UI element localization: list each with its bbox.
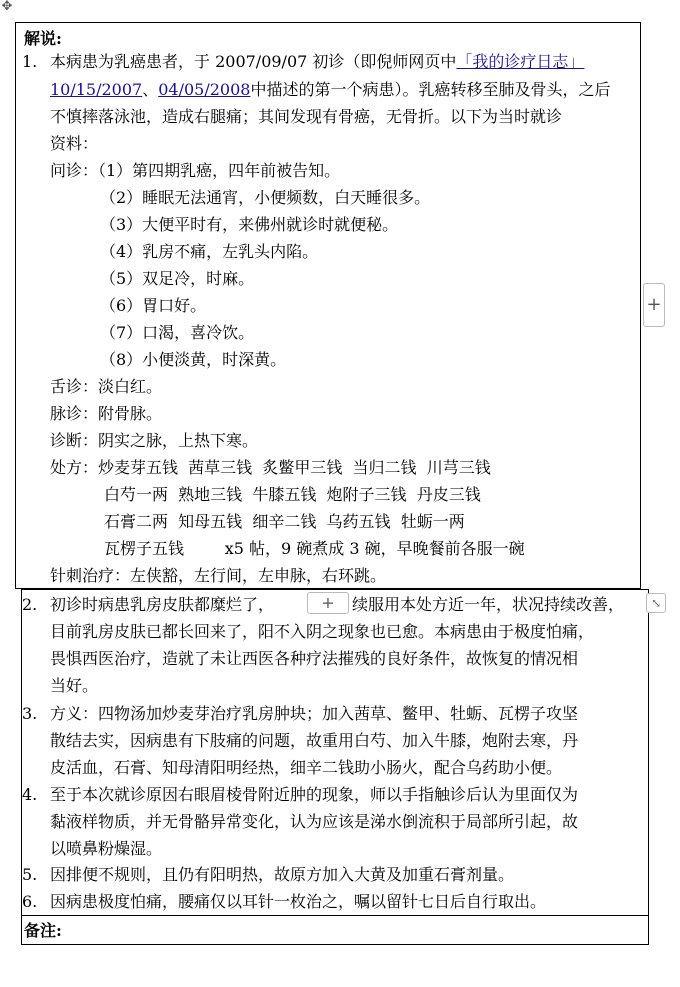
item-3-number: 3. [22, 704, 38, 723]
date-link-2[interactable]: 04/05/2008 [158, 80, 251, 99]
commentary-heading: 解说: [24, 29, 62, 48]
wenzhen-1: 问诊：（1）第四期乳癌，四年前被告知。 [50, 161, 341, 180]
chufang-4: 瓦楞子五钱 x5 帖，9 碗煮成 3 碗，早晚餐前各服一碗 [104, 539, 525, 558]
item-1-line-4: 资料： [50, 134, 99, 153]
item-5-line-1: 因排便不规则，且仍有阳明热，故原方加入大黄及加重石膏剂量。 [50, 865, 515, 884]
remark-heading: 备注: [24, 921, 62, 940]
item-5-number: 5. [22, 865, 38, 884]
row-divider [21, 915, 649, 916]
wenzhen-2: （2）睡眠无法通宵，小便频数，白天睡很多。 [100, 188, 431, 207]
item-2-line-1: 初诊时病患乳房皮肤都糜烂了， [50, 595, 275, 614]
add-column-button[interactable]: + [643, 283, 665, 327]
table-move-icon[interactable]: ✥ [1, 0, 13, 14]
item-4-line-1: 至于本次就诊原因右眼眉棱骨附近肿的现象，师以手指触诊后认为里面仅为 [50, 785, 579, 804]
item-1-line-3: 不慎摔落泳池，造成右腿痛；其间发现有骨癌，无骨折。以下为当时就诊 [50, 107, 563, 126]
item-6-line-1: 因病患极度怕痛，腰痛仅以耳针一枚治之，嘱以留针七日后自行取出。 [50, 892, 547, 911]
wenzhen-4: （4）乳房不痛，左乳头内陷。 [100, 242, 319, 261]
wenzhen-7: （7）口渴，喜冷饮。 [100, 323, 255, 342]
item-3-line-1: 方义：四物汤加炒麦芽治疗乳房肿块；加入茜草、鳖甲、牡蛎、瓦楞子攻坚 [50, 704, 579, 723]
wenzhen-6: （6）胃口好。 [100, 296, 207, 315]
item-1-line-1 [50, 49, 584, 75]
zhenduan: 诊断：阴实之脉，上热下寒。 [50, 431, 259, 450]
item-2-number: 2. [22, 595, 38, 614]
item-2-line-1-tail: 续服用本处方近一年，状况持续改善， [352, 595, 625, 614]
item-2-line-2: 目前乳房皮肤已都长回来了，阳不入阴之现象也已愈。本病患由于极度怕痛， [50, 622, 595, 641]
item-2-line-4: 当好。 [50, 676, 99, 695]
wenzhen-3: （3）大便平时有，来佛州就诊时就便秘。 [100, 215, 399, 234]
wenzhen-8: （8）小便淡黄，时深黄。 [100, 350, 287, 369]
item-6-number: 6. [22, 892, 38, 911]
diary-link[interactable]: 「我的诊疗日志」 [456, 52, 585, 71]
table-resize-icon[interactable]: ⤡ [646, 593, 666, 613]
item-1-number: 1. [22, 52, 38, 71]
chufang-1: 处方：炒麦芽五钱 茜草三钱 炙鳖甲三钱 当归二钱 川芎三钱 [50, 458, 491, 477]
item-1-line-2 [50, 77, 610, 103]
wenzhen-5: （5）双足冷，时麻。 [100, 269, 255, 288]
item-4-line-3: 以喷鼻粉燥湿。 [50, 839, 163, 858]
chufang-3: 石膏二两 知母五钱 细辛二钱 乌药五钱 牡蛎一两 [104, 512, 465, 531]
item-1-line-2-text: 中描述的第一个病患）。乳癌转移至肺及骨头，之后 [250, 80, 611, 99]
item-3-line-2: 散结去实，因病患有下肢痛的问题，故重用白芍、加入牛膝，炮附去寒，丹 [50, 731, 579, 750]
item-3-line-3: 皮活血，石膏、知母清阳明经热，细辛二钱助小肠火，配合乌药助小便。 [50, 758, 563, 777]
date-separator: 、 [142, 80, 159, 99]
add-row-button[interactable]: + [307, 592, 349, 614]
item-1-line-1-text: 本病患为乳癌患者，于 2007/09/07 初诊（即倪师网页中 [50, 52, 457, 71]
item-4-number: 4. [22, 785, 38, 804]
maizhen: 脉诊：附骨脉。 [50, 404, 163, 423]
item-2-line-3: 畏惧西医治疗，造就了未让西医各种疗法摧残的良好条件，故恢复的情况相 [50, 649, 579, 668]
item-4-line-2: 黏液样物质，并无骨骼异常变化，认为应该是涕水倒流积于局部所引起，故 [50, 812, 579, 831]
shezhen: 舌诊：淡白红。 [50, 377, 163, 396]
date-link-1[interactable]: 10/15/2007 [50, 80, 143, 99]
chufang-2: 白芍一两 熟地三钱 牛膝五钱 炮附子三钱 丹皮三钱 [104, 485, 481, 504]
zhenci: 针刺治疗：左侠豁，左行间，左申脉，右环跳。 [50, 566, 387, 585]
